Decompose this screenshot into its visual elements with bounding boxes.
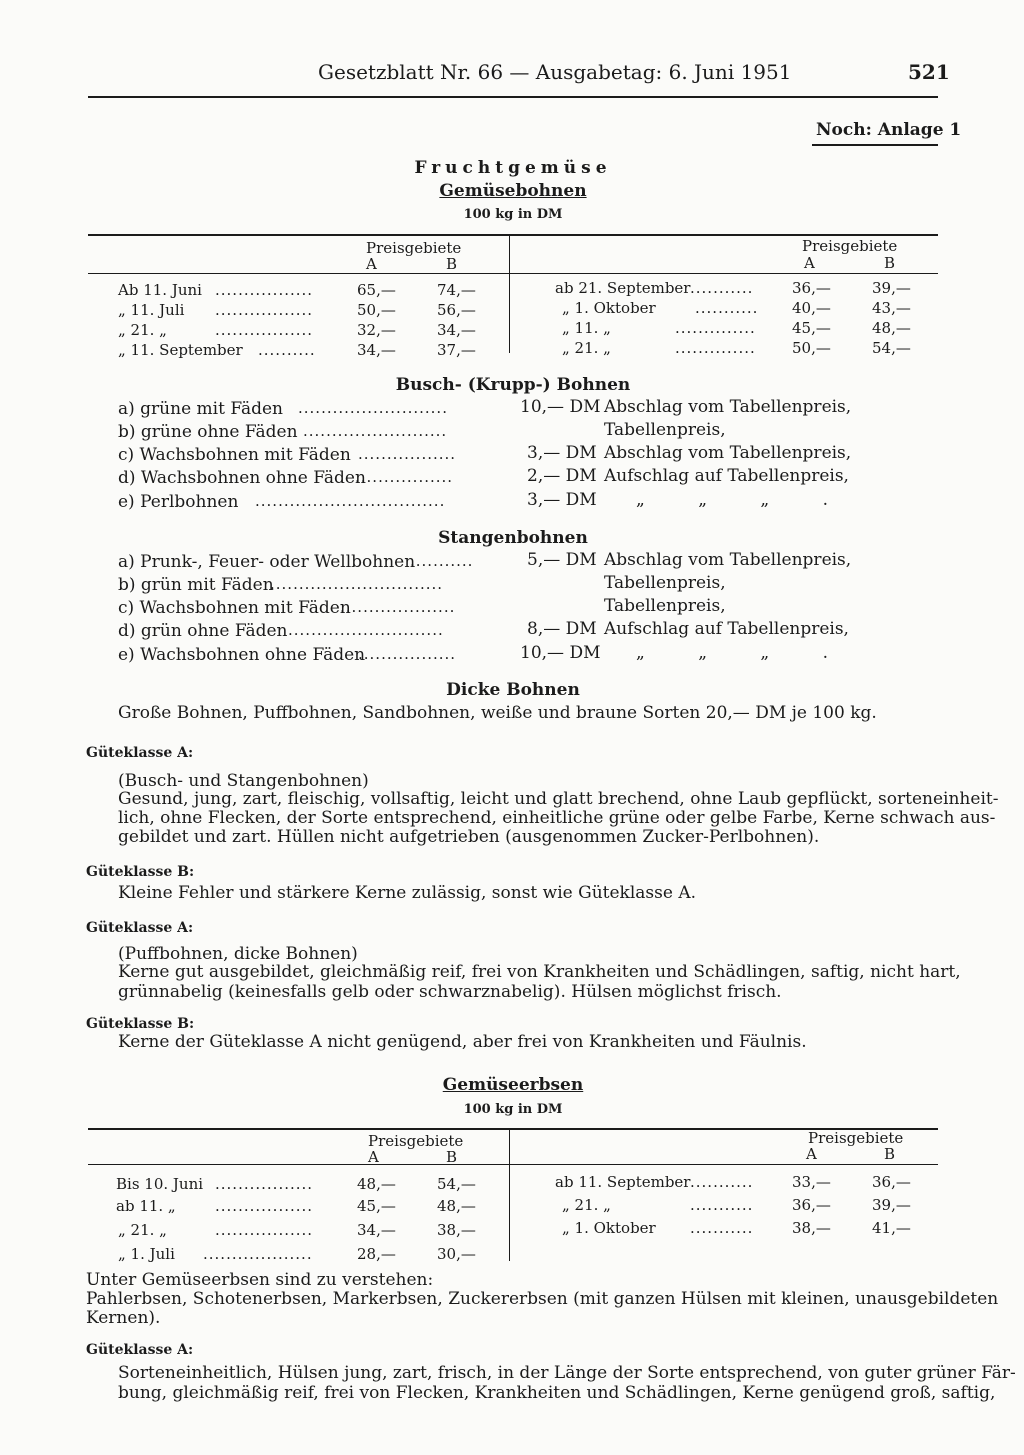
- quality-text-line: grünnabelig (keinesfalls gelb oder schwarznabelig). Hülsen möglichst frisch.: [118, 982, 782, 1002]
- item-amount: 2,— DM: [527, 466, 597, 486]
- col-a-header: A: [368, 1148, 379, 1166]
- quality-subheading: (Busch- und Stangenbohnen): [118, 771, 369, 791]
- item-note: „ „ „ .: [636, 643, 829, 663]
- item-label: c) Wachsbohnen mit Fäden: [118, 445, 351, 465]
- row-label: „ 1. Oktober: [562, 1219, 656, 1237]
- price-b: 34,—: [437, 321, 476, 339]
- price-a: 50,—: [792, 339, 831, 357]
- row-label: „ 11. „: [562, 319, 611, 337]
- unit-label: 100 kg in DM: [463, 1102, 563, 1117]
- leader-dots: .................: [215, 281, 314, 299]
- leader-dots: ....................: [340, 598, 456, 616]
- quality-subheading: (Puffbohnen, dicke Bohnen): [118, 944, 358, 964]
- price-b: 30,—: [437, 1245, 476, 1263]
- category-heading: Fruchtgemüse: [414, 158, 612, 178]
- col-a-header: A: [806, 1145, 817, 1163]
- col-group-header: Preisgebiete: [802, 237, 898, 255]
- price-b: 74,—: [437, 281, 476, 299]
- row-label: Ab 11. Juni: [118, 281, 202, 299]
- item-label: b) grün mit Fäden: [118, 575, 274, 595]
- item-note: Tabellenpreis,: [604, 596, 726, 616]
- item-note: Abschlag vom Tabellenpreis,: [604, 443, 852, 463]
- quality-label-a: Güteklasse A:: [86, 920, 194, 936]
- leader-dots: ...........: [690, 1173, 754, 1191]
- price-b: 54,—: [437, 1175, 476, 1193]
- row-label: „ 21. „: [118, 1221, 167, 1239]
- section-title-dicke: Dicke Bohnen: [446, 680, 580, 700]
- table-top-rule: [88, 234, 938, 236]
- item-note: Tabellenpreis,: [604, 420, 726, 440]
- price-a: 45,—: [792, 319, 831, 337]
- price-a: 34,—: [357, 341, 396, 359]
- item-amount: 8,— DM: [527, 619, 597, 639]
- item-amount: 10,— DM: [520, 397, 601, 417]
- quality-text-line: Sorteneinheitlich, Hülsen jung, zart, frisch, in der Länge der Sorte entsprechend, von guter grüner Fär-: [118, 1363, 1016, 1383]
- leader-dots: ..........................: [298, 399, 448, 417]
- price-b: 48,—: [872, 319, 911, 337]
- row-label: ab 11. „: [116, 1197, 176, 1215]
- row-label: ab 21. September: [555, 279, 691, 297]
- item-label: a) grüne mit Fäden: [118, 399, 284, 419]
- price-b: 43,—: [872, 299, 911, 317]
- leader-dots: ...........: [410, 552, 474, 570]
- row-label: „ 21. „: [562, 339, 611, 357]
- row-label: „ 11. September: [118, 341, 243, 359]
- quality-text-line: Gesund, jung, zart, fleischig, vollsaftig, leicht und glatt brechend, ohne Laub gepflückt, sorteneinheit-: [118, 789, 999, 809]
- leader-dots: ...........: [690, 279, 754, 297]
- price-b: 39,—: [872, 1196, 911, 1214]
- row-label: „ 21. „: [118, 321, 167, 339]
- price-a: 28,—: [357, 1245, 396, 1263]
- col-group-header: Preisgebiete: [366, 239, 462, 257]
- erbsen-note-line: Kernen).: [86, 1308, 161, 1328]
- unit-label: 100 kg in DM: [463, 207, 563, 222]
- leader-dots: .................: [215, 1221, 314, 1239]
- item-amount: 3,— DM: [527, 490, 597, 510]
- item-note: Abschlag vom Tabellenpreis,: [604, 550, 852, 570]
- item-note: Abschlag vom Tabellenpreis,: [604, 397, 852, 417]
- erbsen-note-line: Unter Gemüseerbsen sind zu verstehen:: [86, 1270, 434, 1290]
- price-a: 40,—: [792, 299, 831, 317]
- annex-underline: [812, 144, 938, 146]
- row-label: „ 21. „: [562, 1196, 611, 1214]
- item-label: d) Wachsbohnen ohne Fäden: [118, 468, 366, 488]
- item-label: e) Wachsbohnen ohne Fäden: [118, 645, 366, 665]
- price-a: 32,—: [357, 321, 396, 339]
- item-label: d) grün ohne Fäden: [118, 621, 288, 641]
- leader-dots: .................: [355, 468, 454, 486]
- item-amount: 5,— DM: [527, 550, 597, 570]
- price-a: 50,—: [357, 301, 396, 319]
- price-b: 36,—: [872, 1173, 911, 1191]
- col-b-header: B: [446, 255, 458, 273]
- item-amount: 3,— DM: [527, 443, 597, 463]
- col-a-header: A: [366, 255, 377, 273]
- row-label: ab 11. September: [555, 1173, 691, 1191]
- price-a: 38,—: [792, 1219, 831, 1237]
- item-label: b) grüne ohne Fäden: [118, 422, 298, 442]
- item-note: Aufschlag auf Tabellenpreis,: [604, 619, 849, 639]
- col-b-header: B: [446, 1148, 458, 1166]
- item-note: „ „ „ .: [636, 490, 829, 510]
- col-a-header: A: [804, 254, 815, 272]
- leader-dots: .................: [215, 1175, 314, 1193]
- quality-label-b: Güteklasse B:: [86, 864, 195, 880]
- quality-label-b: Güteklasse B:: [86, 1016, 195, 1032]
- leader-dots: ...........................: [288, 621, 444, 639]
- table-divider: [509, 235, 510, 353]
- leader-dots: ..............................: [270, 575, 444, 593]
- quality-text-line: Kerne gut ausgebildet, gleichmäßig reif, frei von Krankheiten und Schädlingen, saftig, nicht hart,: [118, 962, 961, 982]
- price-a: 48,—: [357, 1175, 396, 1193]
- price-b: 48,—: [437, 1197, 476, 1215]
- section-title-stangen: Stangenbohnen: [438, 528, 588, 548]
- leader-dots: ...........: [690, 1196, 754, 1214]
- row-label: „ 11. Juli: [118, 301, 185, 319]
- quality-text-line: gebildet und zart. Hüllen nicht aufgetrieben (ausgenommen Zucker-Perlbohnen).: [118, 827, 820, 847]
- price-a: 33,—: [792, 1173, 831, 1191]
- leader-dots: .................: [215, 321, 314, 339]
- leader-dots: .................: [215, 1197, 314, 1215]
- price-a: 36,—: [792, 279, 831, 297]
- header-rule: [88, 96, 938, 98]
- price-b: 56,—: [437, 301, 476, 319]
- page-number: 521: [908, 60, 950, 84]
- leader-dots: .................: [358, 645, 457, 663]
- quality-text-line: bung, gleichmäßig reif, frei von Flecken, Krankheiten und Schädlingen, Kerne genügend groß, saftig,: [118, 1383, 996, 1403]
- item-label: e) Perlbohnen: [118, 492, 239, 512]
- annex-label: Noch: Anlage 1: [816, 120, 962, 140]
- quality-text-line: Kerne der Güteklasse A nicht genügend, aber frei von Krankheiten und Fäulnis.: [118, 1032, 807, 1052]
- price-a: 36,—: [792, 1196, 831, 1214]
- leader-dots: ..........: [258, 341, 316, 359]
- table-divider: [509, 1129, 510, 1261]
- item-amount: 10,— DM: [520, 643, 601, 663]
- item-label: a) Prunk-, Feuer- oder Wellbohnen: [118, 552, 416, 572]
- price-a: 45,—: [357, 1197, 396, 1215]
- item-note: Aufschlag auf Tabellenpreis,: [604, 466, 849, 486]
- item-label: c) Wachsbohnen mit Fäden: [118, 598, 351, 618]
- price-a: 34,—: [357, 1221, 396, 1239]
- price-b: 38,—: [437, 1221, 476, 1239]
- dicke-text: Große Bohnen, Puffbohnen, Sandbohnen, weiße und braune Sorten 20,— DM je 100 kg.: [118, 703, 877, 723]
- leader-dots: ..............: [675, 339, 756, 357]
- leader-dots: .................................: [255, 492, 446, 510]
- col-group-header: Preisgebiete: [368, 1132, 464, 1150]
- leader-dots: ...................: [203, 1245, 313, 1263]
- row-label: „ 1. Oktober: [562, 299, 656, 317]
- quality-text-line: lich, ohne Flecken, der Sorte entsprechend, einheitliche grüne oder gelbe Farbe, Kerne schwach aus-: [118, 808, 996, 828]
- price-a: 65,—: [357, 281, 396, 299]
- quality-label-a: Güteklasse A:: [86, 1342, 194, 1358]
- section-title-gemueseerbsen: Gemüseerbsen: [442, 1075, 584, 1095]
- table-header-rule: [88, 273, 938, 274]
- section-title-gemuesebohnen: Gemüsebohnen: [439, 181, 587, 201]
- quality-label-a: Güteklasse A:: [86, 745, 194, 761]
- quality-text-line: Kleine Fehler und stärkere Kerne zulässig, sonst wie Güteklasse A.: [118, 883, 697, 903]
- col-b-header: B: [884, 1145, 896, 1163]
- leader-dots: ...........: [695, 299, 759, 317]
- col-group-header: Preisgebiete: [808, 1129, 904, 1147]
- leader-dots: .........................: [303, 422, 448, 440]
- table-header-rule: [88, 1164, 938, 1165]
- price-b: 54,—: [872, 339, 911, 357]
- leader-dots: ..............: [675, 319, 756, 337]
- page-header-title: Gesetzblatt Nr. 66 — Ausgabetag: 6. Juni 1951: [318, 60, 792, 84]
- leader-dots: .................: [358, 445, 457, 463]
- section-title-busch: Busch- (Krupp-) Bohnen: [395, 375, 631, 395]
- price-b: 39,—: [872, 279, 911, 297]
- erbsen-note-line: Pahlerbsen, Schotenerbsen, Markerbsen, Zuckererbsen (mit ganzen Hülsen mit kleinen, unausgebildeten: [86, 1289, 999, 1309]
- row-label: „ 1. Juli: [118, 1245, 175, 1263]
- price-b: 41,—: [872, 1219, 911, 1237]
- leader-dots: ...........: [690, 1219, 754, 1237]
- row-label: Bis 10. Juni: [116, 1175, 204, 1193]
- price-b: 37,—: [437, 341, 476, 359]
- item-note: Tabellenpreis,: [604, 573, 726, 593]
- leader-dots: .................: [215, 301, 314, 319]
- col-b-header: B: [884, 254, 896, 272]
